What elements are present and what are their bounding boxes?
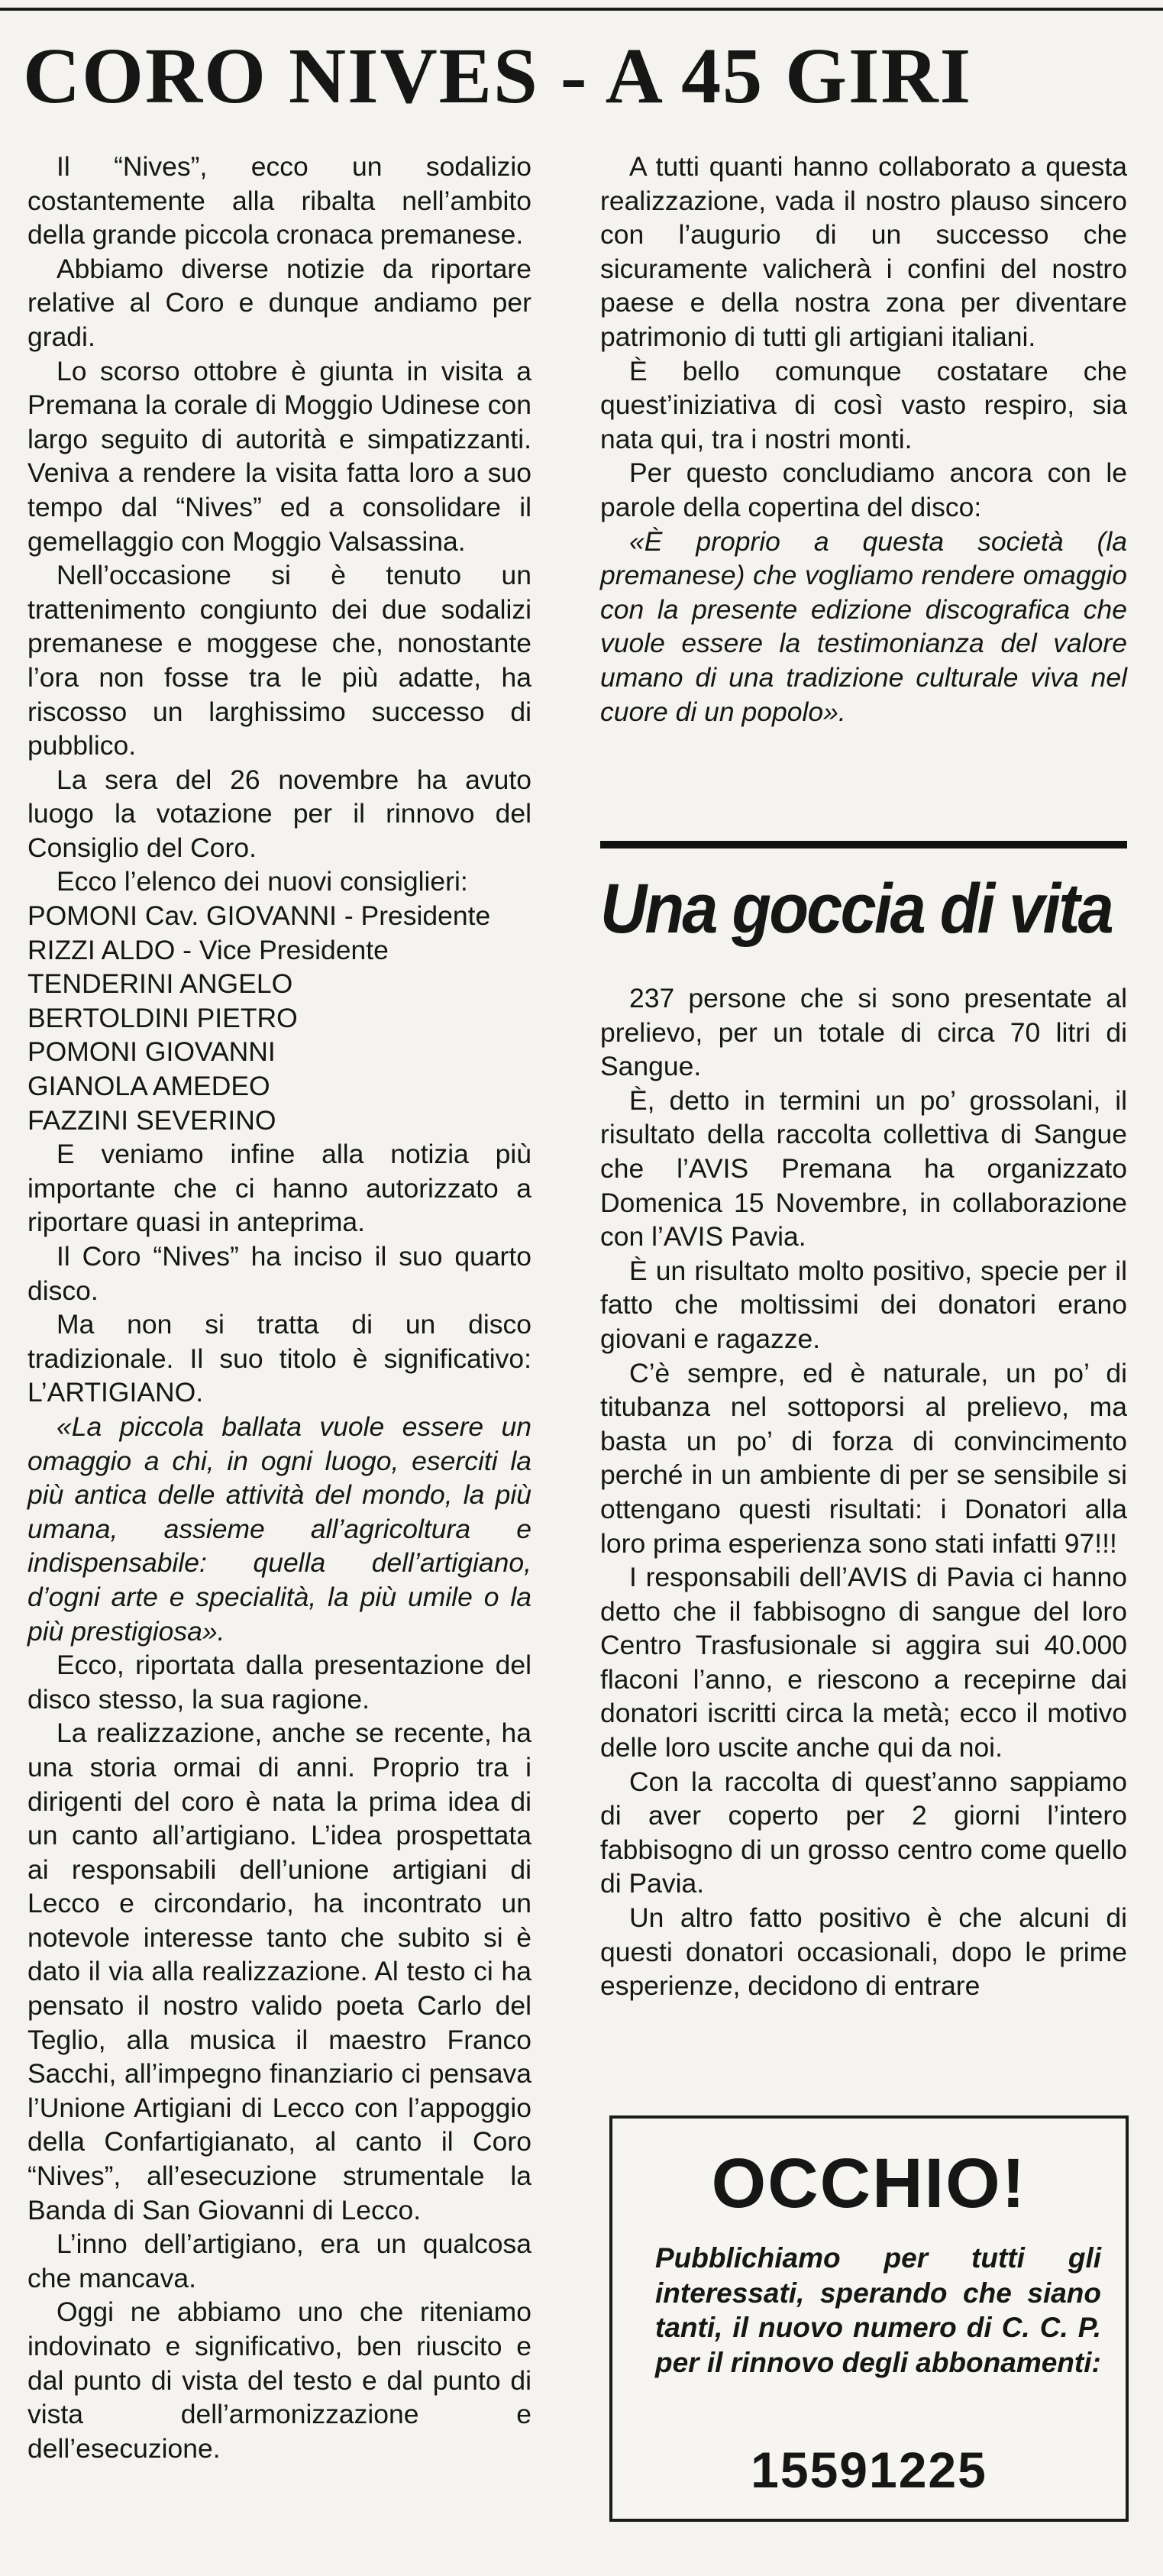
paragraph: Ecco, riportata dalla presentazione del disco stesso, la sua ragione. [27, 1650, 531, 1715]
ccp-number: 15591225 [751, 2442, 987, 2498]
paragraph: Lo scorso ottobre è giunta in visita a Premana la corale di Moggio Udinese con largo seguito di autorità e simpatizzanti. Veniva a rendere la visita fatta loro a suo tempo dal “Nives” ed a consolidare il gemellaggio con Moggio Valsassina. [27, 355, 531, 557]
paragraph: E veniamo infine alla notizia più importante che ci hanno autorizzato a riportare quasi in anteprima. [27, 1139, 531, 1238]
council-member: TENDERINI ANGELO [27, 968, 293, 1000]
council-member: POMONI Cav. GIOVANNI - Presidente [27, 900, 491, 932]
paragraph: Il “Nives”, ecco un sodalizio costantemente alla ribalta nell’ambito della grande piccola cronaca premanese. [27, 151, 531, 250]
paragraph: 237 persone che si sono presentate al prelievo, per un totale di circa 70 litri di Sangue. [600, 983, 1127, 1082]
notice-title: OCCHIO! [711, 2145, 1027, 2222]
left-column [27, 150, 531, 2465]
article-headline: CORO NIVES - A 45 GIRI [23, 32, 973, 120]
notice-text: Pubblichiamo per tutti gli interessati, sperando che siano tanti, il nuovo numero di C. C. P. per il rinnovo degli abbonamenti: [655, 2242, 1101, 2378]
council-member: RIZZI ALDO - Vice Presidente [27, 934, 389, 965]
notice-box [609, 2115, 1129, 2522]
council-member: BERTOLDINI PIETRO [27, 1002, 298, 1033]
article2-title: Una goccia di vita [600, 870, 1112, 948]
cover-quote: «È proprio a questa società (la premanese) che vogliamo rendere omaggio con la presente edizione discografica che vuole essere la testimonianza del valore umano di una tradizione culturale viva nel cuore di un popolo». [600, 525, 1127, 727]
paragraph: Ma non si tratta di un disco tradizionale. Il suo titolo è significativo: L’ARTIGIANO. [27, 1309, 531, 1408]
paragraph: È, detto in termini un po’ grossolani, il risultato della raccolta collettiva di Sangue che l’AVIS Premana ha organizzato Domenica 15 Novembre, in collaborazione con l’AVIS Pavia. [600, 1084, 1127, 1252]
paragraph: Un altro fatto positivo è che alcuni di questi donatori occasionali, dopo le prime esperienze, decidono di entrare [600, 1902, 1127, 2002]
council-member: POMONI GIOVANNI [27, 1036, 276, 1068]
paragraph: Ecco l’elenco dei nuovi consiglieri: [57, 866, 468, 897]
council-member: FAZZINI SEVERINO [27, 1104, 276, 1136]
section-divider [600, 841, 1127, 848]
paragraph: Per questo concludiamo ancora con le parole della copertina del disco: [600, 457, 1127, 522]
paragraph: La sera del 26 novembre ha avuto luogo la votazione per il rinnovo del Consiglio del Coro. [27, 764, 531, 863]
council-list [27, 899, 531, 1137]
paragraph: C’è sempre, ed è naturale, un po’ di titubanza nel sottoporsi al prelievo, ma basta un po’ di forza di convincimento perché in un ambiente di per se sensibile si ottengano questi risultati: i Donatori alla loro prima esperienza sono stati infatti 97!!! [600, 1357, 1127, 1559]
top-rule [0, 8, 1163, 11]
paragraph: È bello comunque costatare che quest’iniziativa di così vasto respiro, sia nata qui, tra i nostri monti. [600, 355, 1127, 454]
paragraph: Abbiamo diverse notizie da riportare relative al Coro e dunque andiamo per gradi. [27, 253, 531, 352]
paragraph: Il Coro “Nives” ha inciso il suo quarto disco. [27, 1241, 531, 1306]
council-member: GIANOLA AMEDEO [27, 1071, 270, 1102]
right-column-top [600, 150, 1127, 729]
article2-body [600, 981, 1127, 2003]
paragraph: I responsabili dell’AVIS di Pavia ci hanno detto che il fabbisogno di sangue del loro Centro Trasfusionale si aggira sui 40.000 flaconi l’anno, e riescono a recepirne dai donatori iscritti circa la metà; ecco il motivo delle loro uscite anche qui da noi. [600, 1562, 1127, 1763]
paragraph: È un risultato molto positivo, specie per il fatto che moltissimi dei donatori erano giovani e ragazze. [600, 1255, 1127, 1354]
paragraph: Nell’occasione si è tenuto un trattenimento congiunto dei due sodalizi premanese e moggese che, nonostante l’ora non fosse tra le più adatte, ha riscosso un larghissimo successo di pubblico. [27, 560, 531, 761]
paragraph: A tutti quanti hanno collaborato a questa realizzazione, vada il nostro plauso sincero con l’augurio di un successo che sicuramente valicherà i confini del nostro paese e della nostra zona per diventare patrimonio di tutti gli artigiani italiani. [600, 151, 1127, 352]
paragraph: L’inno dell’artigiano, era un qualcosa che mancava. [27, 2229, 531, 2293]
record-quote: «La piccola ballata vuole essere un omaggio a chi, in ogni luogo, eserciti la più antica delle attività del mondo, la più umana, assieme all’agricoltura e indispensabile: quella dell’artigiano, d’ogni arte e specialità, la più umile o la più prestigiosa». [27, 1411, 531, 1647]
paragraph: Con la raccolta di quest’anno sappiamo di aver coperto per 2 giorni l’intero fabbisogno di un grosso centro come quello di Pavia. [600, 1766, 1127, 1899]
paragraph: La realizzazione, anche se recente, ha una storia ormai di anni. Proprio tra i dirigenti del coro è nata la prima idea di un canto all’artigiano. L’idea prospettata ai responsabili dell’unione artigiani di Lecco e circondario, ha incontrato un notevole interesse tanto che subito si è dato il via alla realizzazione. Al testo ci ha pensato il nostro valido poeta Carlo del Teglio, alla musica il maestro Franco Sacchi, all’impegno finanziario ci pensava l’Unione Artigiani di Lecco con l’appoggio della Confartigianato, al canto il Coro “Nives”, all’esecuzione strumentale la Banda di San Giovanni di Lecco. [27, 1718, 531, 2225]
paragraph: Oggi ne abbiamo uno che riteniamo indovinato e significativo, ben riuscito e dal punto di vista del testo e dal punto di vista dell’armonizzazione e dell’esecuzione. [27, 2296, 531, 2464]
